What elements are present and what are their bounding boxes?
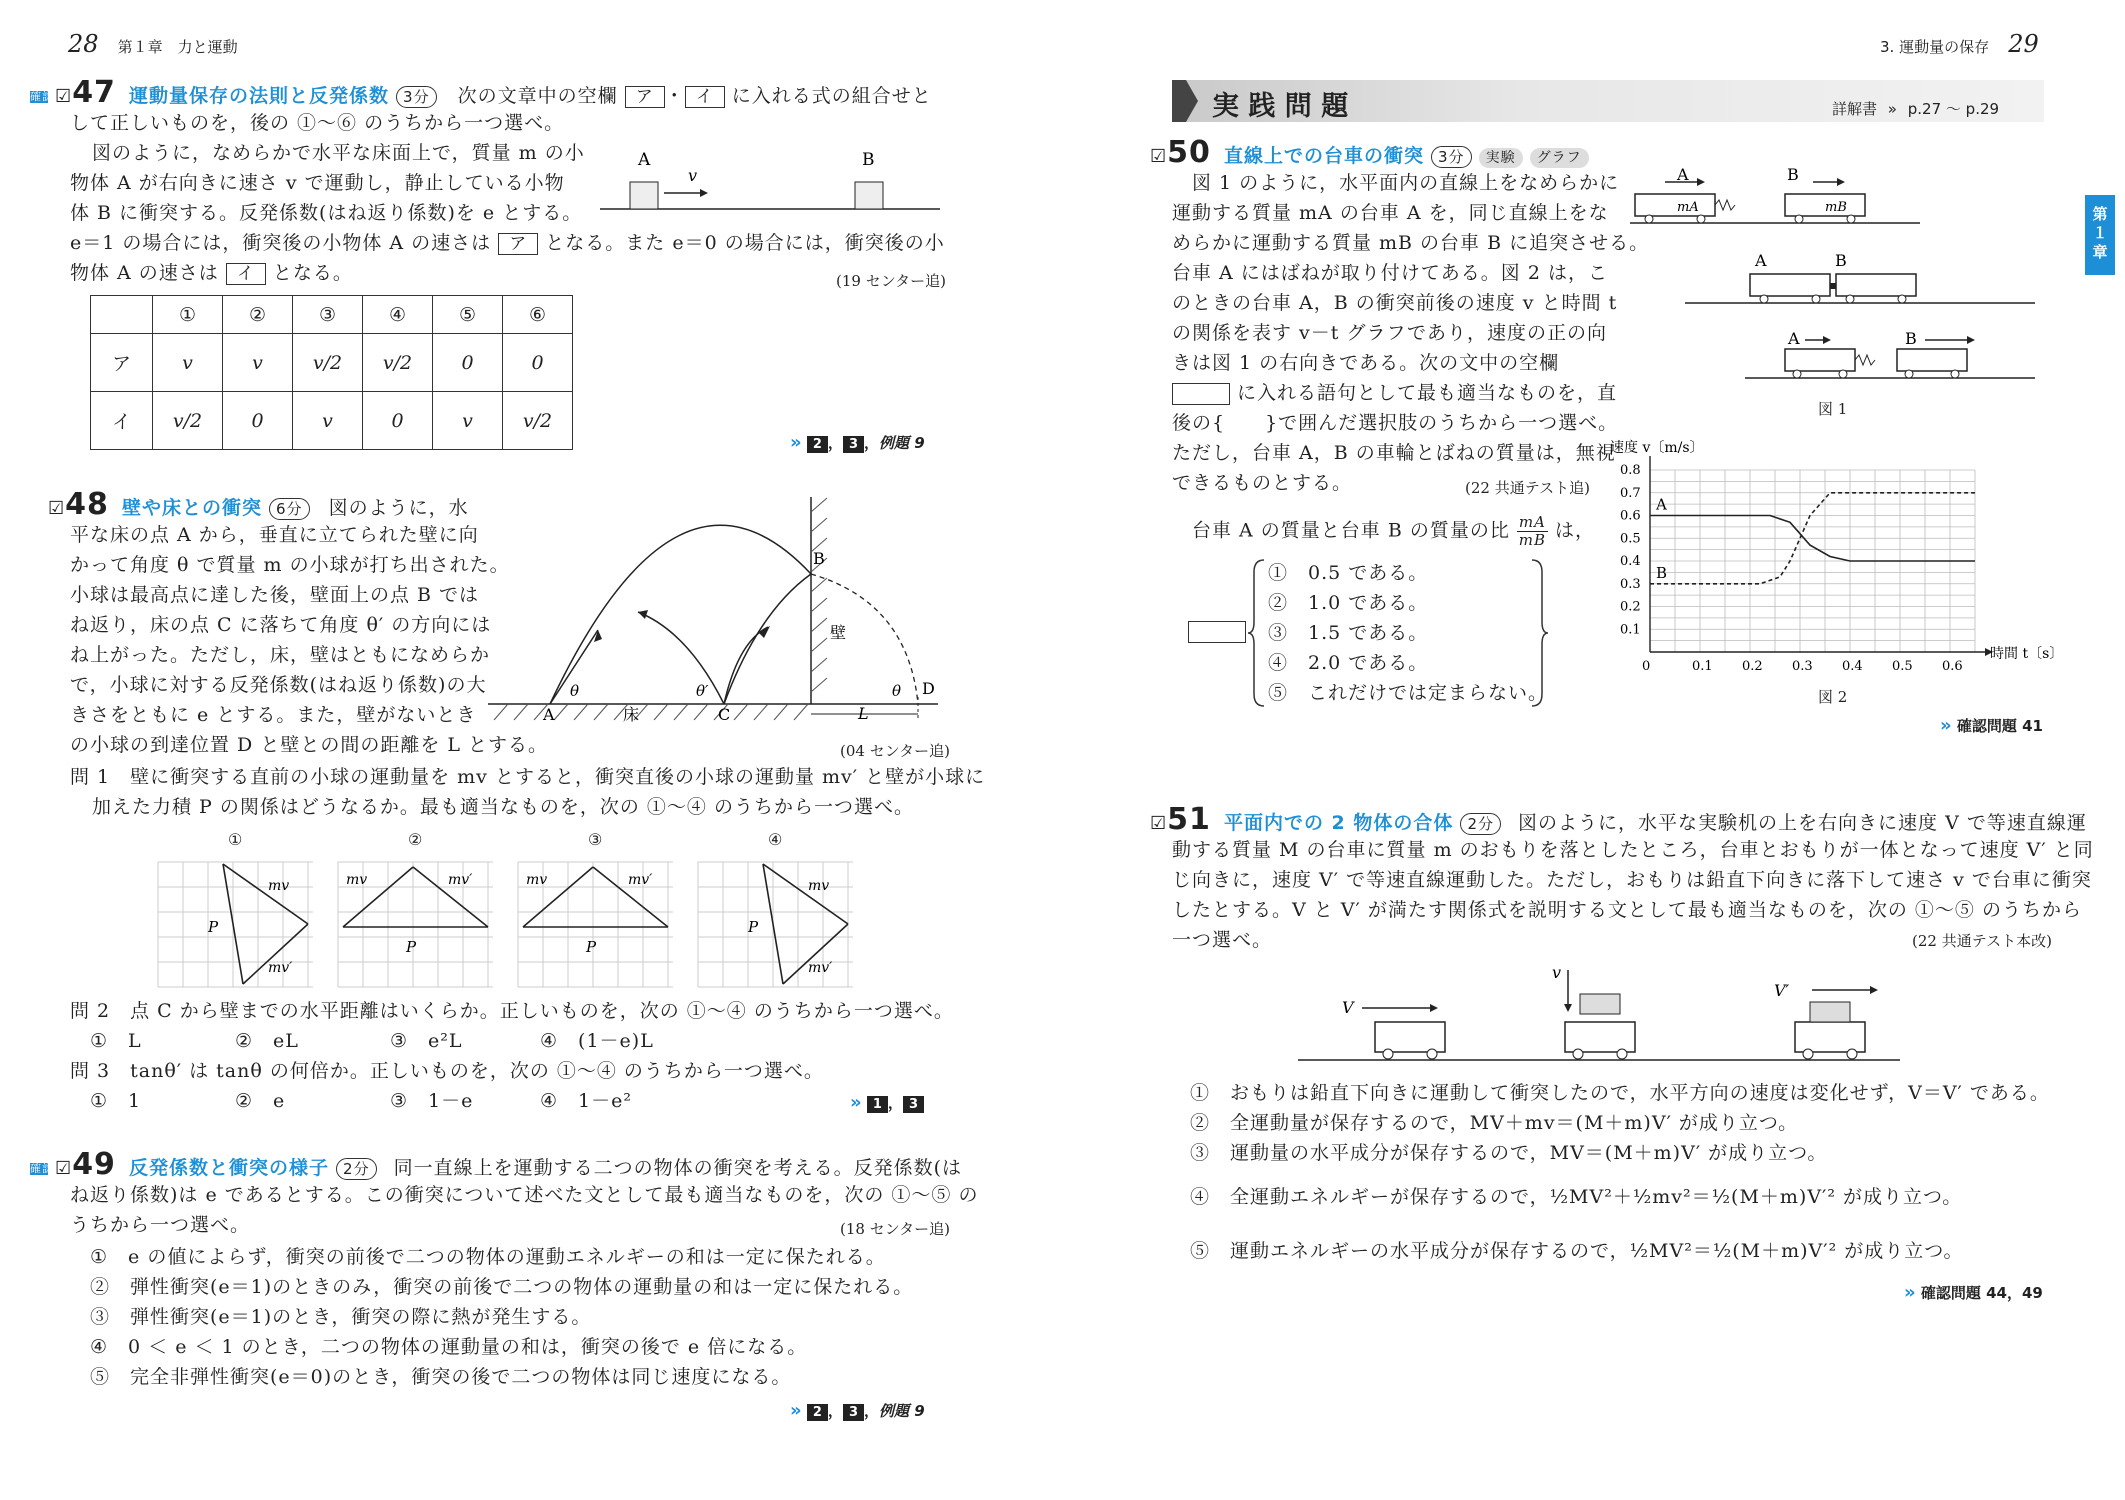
right-page-header (1880, 30, 2039, 58)
source-note: (04 センター追) (840, 742, 950, 760)
choice[interactable]: ⑤ 完全非弾性衝突(e＝0)のとき，衝突の後で二つの物体は同じ速度になる。 (90, 1366, 792, 1388)
problem-47-line (70, 228, 945, 259)
table-cell: v/2 (293, 334, 363, 392)
text: は， (1555, 519, 1596, 542)
figure-1-caption: 図 1 (1818, 400, 1848, 418)
choice-label: ② (408, 830, 423, 849)
text: となる。また e＝0 の場合には，衝突後の小 (545, 232, 945, 254)
x-tick-label: 0.4 (1842, 659, 1863, 674)
chevron-right-icon: » (850, 1092, 862, 1113)
problem-title: 反発係数と衝突の様子 (128, 1157, 329, 1179)
vec-label: mv′ (268, 960, 293, 976)
answer-table (90, 295, 573, 450)
label-wall: 壁 (830, 623, 847, 642)
spring-icon (1715, 200, 1735, 210)
arrow-head-icon (1870, 986, 1878, 994)
ref-block: 2 (807, 436, 828, 453)
x-tick-label: 0 (1642, 659, 1651, 674)
cart-a (1635, 194, 1715, 216)
arrow-head-icon (700, 189, 708, 197)
detail-pages: p.27 ～ p.29 (1907, 100, 2000, 118)
blank-a: ア (498, 233, 538, 255)
cart (1375, 1022, 1445, 1052)
choice[interactable]: ① おもりは鉛直下向きに運動して衝突したので，水平方向の速度は変化せず，V＝V′ である。 (1190, 1082, 2050, 1104)
table-header: ① (153, 296, 223, 334)
left-page-header (68, 30, 238, 58)
cart (1565, 1022, 1635, 1052)
choice[interactable]: ① e の値によらず，衝突の前後で二つの物体の運動エネルギーの和は一定に保たれる。 (90, 1246, 886, 1268)
time-badge: 2分 (336, 1158, 377, 1180)
numerator: mA (1518, 513, 1546, 531)
vec-label: P (208, 918, 219, 936)
detail-label: 詳解書 (1832, 100, 1878, 118)
choice[interactable]: ① L (90, 1030, 142, 1052)
problem-50-line (1172, 378, 1617, 409)
review-badge: 確認 (30, 1162, 54, 1175)
problem-51-line: じ向きに，速度 V′ で等速直線運動した。ただし，おもりは鉛直下向きに落下して速さ v で台車に衝突 (1172, 869, 2092, 891)
choice[interactable]: ③ 1.5 である。 (1268, 622, 1429, 644)
question-2: 問 2 点 C から壁までの水平距離はいくらか。正しいものを，次の ①～④ のうちから一つ選べ。 (70, 1000, 954, 1022)
problem-48-line: 平な床の点 A から，垂直に立てられた壁に向 (70, 524, 479, 546)
table-cell: 0 (433, 334, 503, 392)
label-d: D (922, 679, 935, 698)
reference-link[interactable]: » 1 ， 3 (850, 1092, 924, 1113)
x-tick-label: 0.3 (1792, 659, 1813, 674)
ref-block: 3 (843, 436, 864, 453)
choice-label: ④ (768, 830, 783, 849)
brace-icon (1248, 558, 1268, 708)
label-b: B (1787, 165, 1799, 184)
problem-47-line: して正しいものを，後の ①～⑥ のうちから一つ選べ。 (70, 112, 565, 134)
chapter-side-tab[interactable] (2085, 195, 2115, 275)
choice[interactable]: ④ 全運動エネルギーが保存するので，½MV²＋½mv²＝½(M＋m)V′² が成り立つ。 (1190, 1186, 1963, 1208)
blank-a: ア (625, 86, 665, 108)
label-b: B (1835, 251, 1847, 270)
reference-link[interactable] (1940, 715, 2043, 736)
problem-50-line: できるものとする。 (1172, 472, 1353, 494)
label-mb: mB (1825, 200, 1847, 215)
problem-47-line: 図のように，なめらかで水平な床面上で，質量 m の小 (92, 142, 585, 164)
vec-label: mv′ (448, 872, 473, 888)
mass-ratio (1517, 514, 1548, 549)
text: e＝1 の場合には，衝突後の小物体 A の速さは (70, 232, 492, 254)
choice[interactable]: ④ 1－e² (540, 1090, 632, 1112)
ref-text: 確認問題 41 (1956, 717, 2043, 735)
text: に入れる語句として最も適当なものを，直 (1237, 382, 1618, 404)
checkbox-icon[interactable]: ☑ (1150, 146, 1168, 167)
problem-title: 平面内での 2 物体の合体 (1223, 812, 1454, 834)
problem-47-line: 体 B に衝突する。反発係数(はね返り係数)を e とする。 (70, 202, 583, 224)
blank-box[interactable] (1172, 383, 1230, 405)
arrow-head-icon (1967, 336, 1975, 344)
wheel-icon (1697, 215, 1705, 223)
choice[interactable]: ③ e²L (390, 1030, 463, 1052)
weight-block (1810, 1002, 1850, 1022)
vec-label: mv (526, 872, 548, 888)
problem-number: 49 (72, 1147, 116, 1182)
table-header: ③ (293, 296, 363, 334)
problem-50-line: 後の{ }で囲んだ選択肢のうちから一つ選べ。 (1172, 412, 1619, 434)
problem-50-line: のときの台車 A，B の衝突前後の速度 v と時間 t (1172, 292, 1618, 314)
table-cell: v (293, 392, 363, 450)
label-floor: 床 (623, 705, 640, 724)
table-cell: v (223, 334, 293, 392)
tag-experiment: 実験 (1479, 148, 1523, 168)
wheel-icon (1847, 215, 1855, 223)
arrow-head-icon (1430, 1004, 1438, 1012)
label-a: A (1755, 251, 1767, 270)
denominator: mB (1518, 531, 1547, 549)
arrow-head-icon (594, 630, 602, 642)
y-axis-label: 速度 v〔m/s〕 (1610, 440, 1704, 456)
text: 同一直線上を運動する二つの物体の衝突を考える。反発係数(は (393, 1157, 963, 1179)
problem-50-line: ただし，台車 A，B の車輪とばねの質量は，無視 (1172, 442, 1616, 464)
cart-b (1836, 274, 1916, 296)
choice[interactable]: ④ 2.0 である。 (1268, 652, 1429, 674)
time-badge: 3分 (396, 86, 437, 108)
choice[interactable]: ② 全運動量が保存するので，MV＋mv＝(M＋m)V′ が成り立つ。 (1190, 1112, 1799, 1134)
choice[interactable]: ② eL (235, 1030, 299, 1052)
vector-diagram-4 (698, 862, 853, 990)
page-number: 28 (68, 30, 99, 58)
problem-51-line: したとする。V と V′ が満たす関係式を説明する文として最も適当なものを，次の ①～⑤ のうちから (1172, 899, 2082, 921)
table-cell: 0 (223, 392, 293, 450)
table-header: ⑤ (433, 296, 503, 334)
y-tick-label: 0.5 (1620, 531, 1641, 547)
label-a: A (1788, 329, 1800, 348)
problem-49-line: ね返り係数)は e であるとする。この衝突について述べた文として最も適当なものを，次の ①～⑤ の (70, 1184, 979, 1206)
problem-50-line: の関係を表す v－t グラフであり，速度の正の向 (1172, 322, 1608, 344)
problem-48-line: の小球の到達位置 D と壁との間の距離を L とする。 (70, 734, 549, 756)
problem-49-line: うちから一つ選べ。 (70, 1214, 251, 1236)
question-2-choices (90, 1026, 654, 1057)
chevron-right-icon: » (790, 1400, 802, 1421)
table-cell: v/2 (153, 392, 223, 450)
label-v-big: V (1342, 998, 1354, 1017)
table-corner (91, 296, 153, 334)
table-cell: v/2 (503, 392, 573, 450)
rebound-arrow (724, 627, 768, 704)
series-label-a: A (1656, 495, 1667, 514)
table-row (91, 334, 573, 392)
banner-title: 実 践 問 題 (1212, 91, 1349, 122)
problem-title: 運動量保存の法則と反発係数 (128, 85, 389, 107)
label-v-prime: V′ (1774, 981, 1790, 1000)
label-l: L (858, 704, 869, 723)
problem-47-figure (600, 145, 945, 215)
ref-block: 2 (807, 1404, 828, 1421)
label-theta: θ (892, 682, 902, 700)
text: に入れる式の組合せと (731, 85, 932, 107)
label-ma: mA (1677, 200, 1699, 215)
choice[interactable]: ① 0.5 である。 (1268, 562, 1429, 584)
figure-1-carts (1625, 165, 2045, 398)
problem-48-figure (488, 492, 948, 732)
ref-block: 3 (843, 1404, 864, 1421)
trajectory-dashed (811, 574, 918, 704)
table-cell: 0 (363, 392, 433, 450)
choice[interactable]: ⑤ 運動エネルギーの水平成分が保存するので，½MV²＝½(M＋m)V′² が成り立つ。 (1190, 1240, 1964, 1262)
bounce-arrow (638, 612, 724, 704)
vt-graph (1610, 440, 2064, 690)
table-header: ② (223, 296, 293, 334)
problem-51-figure (1290, 960, 1910, 1070)
practice-banner (1172, 80, 2044, 122)
text: 物体 A の速さは (70, 262, 219, 284)
checkbox-icon[interactable]: ☑ (55, 1158, 73, 1179)
problem-48-line: 小球は最高点に達した後，壁面上の点 B では (70, 584, 480, 606)
x-tick-label: 0.6 (1942, 659, 1963, 674)
label-a: A (1677, 165, 1689, 184)
text: 次の文章中の空欄 (457, 85, 618, 107)
problem-number: 47 (72, 75, 116, 110)
ref-text: 確認問題 44，49 (1920, 1284, 2043, 1302)
cart-b (1897, 349, 1967, 371)
source-note: (18 センター追) (840, 1220, 950, 1238)
problem-48-line: かって角度 θ で質量 m の小球が打ち出された。 (70, 554, 510, 576)
problem-50-line: めらかに運動する質量 mB の台車 B に追突させる。 (1172, 232, 1650, 254)
x-tick-label: 0.2 (1742, 659, 1763, 674)
time-badge: 2分 (1460, 813, 1501, 835)
problem-title: 壁や床との衝突 (121, 497, 262, 519)
chevron-right-icon: » (1940, 715, 1952, 736)
banner-arrow-icon (1172, 80, 1198, 122)
floor-hatching (494, 704, 808, 720)
label-v: v (688, 166, 698, 185)
text: 台車 A の質量と台車 B の質量の比 (1192, 519, 1510, 542)
table-header: ④ (363, 296, 433, 334)
choice[interactable]: ④ 0 ＜ e ＜ 1 のとき，二つの物体の運動量の和は，衝突の後で e 倍になる。 (90, 1336, 808, 1358)
wall-hatching (811, 498, 827, 692)
reference-link[interactable]: » 2 ， 3 ，例題 9 (790, 432, 925, 453)
ratio-statement (1192, 514, 1595, 549)
arrow-head-icon (1837, 178, 1845, 186)
problem-47-line (70, 258, 353, 289)
problem-48-line: ね上がった。ただし，床，壁はともになめらか (70, 644, 491, 666)
ref-block: 3 (903, 1096, 924, 1113)
blank-b: イ (685, 86, 725, 108)
detail-link[interactable] (1832, 98, 1999, 119)
spring-icon (1855, 355, 1875, 365)
choice[interactable]: ③ 弾性衝突(e＝1)のとき，衝突の際に熱が発生する。 (90, 1306, 592, 1328)
ref-text: 例題 9 (879, 1402, 925, 1420)
block-a (630, 182, 658, 209)
arrow-head-icon (758, 626, 770, 638)
choice-label: ① (228, 830, 243, 849)
problem-title: 直線上での台車の衝突 (1223, 145, 1424, 167)
time-badge: 6分 (269, 498, 310, 520)
y-tick-label: 0.8 (1620, 463, 1641, 478)
answer-blank[interactable] (1188, 621, 1246, 643)
question-1-cont: 加えた力積 P の関係はどうなるか。最も適当なものを，次の ①～④ のうちから一つ選べ。 (92, 796, 914, 818)
reference-link[interactable] (1904, 1282, 2043, 1303)
source-note: (19 センター追) (836, 272, 946, 290)
choice[interactable]: ③ 運動量の水平成分が保存するので，MV＝(M＋m)V′ が成り立つ。 (1190, 1142, 1828, 1164)
problem-50-line: 図 1 のように，水平面内の直線上をなめらかに (1192, 172, 1620, 194)
text: 図のように，水平な実験机の上を右向きに速度 V で等速直線運 (1518, 812, 2087, 834)
spring-compressed (1830, 283, 1836, 289)
checkbox-icon[interactable]: ☑ (55, 86, 73, 107)
chapter-title: 第１章 力と運動 (117, 38, 238, 56)
table-row (91, 392, 573, 450)
review-badge: 確認 (30, 90, 54, 103)
vec-label: P (406, 938, 417, 956)
label-b: B (862, 150, 875, 170)
question-3: 問 3 tanθ′ は tanθ の何倍か。正しいものを，次の ①～④ のうちから一つ選べ。 (70, 1060, 824, 1082)
y-tick-label: 0.1 (1620, 622, 1641, 638)
ref-text: 例題 9 (879, 434, 925, 452)
question-1: 問 1 壁に衝突する直前の小球の運動量を mv とすると，衝突直後の小球の運動量 mv′ と壁が小球に (70, 766, 986, 788)
question-3-choices (90, 1086, 632, 1117)
label-b: B (1905, 329, 1917, 348)
tab-char: １ (2092, 224, 2108, 242)
trajectory-path (550, 525, 811, 704)
label-b: B (813, 549, 825, 568)
table-cell: v (153, 334, 223, 392)
ref-block: 1 (867, 1096, 888, 1113)
choice[interactable]: ① 1 (90, 1090, 142, 1112)
choice[interactable]: ④ (1－e)L (540, 1030, 654, 1052)
wheel-icon (1795, 215, 1803, 223)
vector-diagram-3 (518, 862, 673, 990)
text: となる。 (272, 262, 353, 284)
table-cell: v (433, 392, 503, 450)
chevron-right-icon: » (1904, 1282, 1916, 1303)
problem-47-line: 物体 A が右向きに速さ v で運動し，静止している小物 (70, 172, 565, 194)
label-theta: θ (570, 682, 580, 700)
cart (1795, 1022, 1865, 1052)
y-tick-label: 0.2 (1620, 599, 1641, 615)
figure-2-caption: 図 2 (1818, 688, 1848, 706)
choice[interactable]: ② 1.0 である。 (1268, 592, 1429, 614)
x-tick-label: 0.5 (1892, 659, 1913, 674)
x-tick-label: 0.1 (1692, 659, 1713, 674)
y-tick-label: 0.4 (1620, 554, 1641, 569)
chevron-right-icon: » (1887, 100, 1897, 118)
reference-link[interactable]: » 2 ， 3 ，例題 9 (790, 1400, 925, 1421)
checkbox-icon[interactable]: ☑ (48, 498, 66, 519)
vec-label: mv (346, 872, 368, 888)
x-axis-label: 時間 t〔s〕 (1990, 646, 2064, 662)
vec-label: P (748, 918, 759, 936)
page-number: 29 (2008, 30, 2039, 58)
vector-diagram-2 (338, 862, 493, 990)
section-title: 3. 運動量の保存 (1880, 38, 1990, 56)
wheel-icon (1645, 215, 1653, 223)
rebound-path (724, 574, 811, 704)
source-note: (22 共通テスト追) (1465, 479, 1590, 497)
problem-48-line: で，小球に対する反発係数(はね返り係数)の大 (70, 674, 487, 696)
tab-char: 第 (2092, 205, 2108, 223)
tag-graph: グラフ (1530, 148, 1589, 168)
table-header: ⑥ (503, 296, 573, 334)
source-note: (22 共通テスト本改) (1912, 932, 2052, 950)
weight-block (1580, 994, 1620, 1014)
text: ・ (664, 85, 685, 107)
problem-50-line: 運動する質量 mA の台車 A を，同じ直線上をな (1172, 202, 1609, 224)
choice-label: ③ (588, 830, 603, 849)
text: 図のように，水 (328, 497, 469, 519)
y-tick-label: 0.3 (1620, 576, 1641, 592)
choice[interactable]: ⑤ これだけでは定まらない。 (1268, 682, 1549, 704)
choice[interactable]: ③ 1－e (390, 1090, 474, 1112)
problem-51-line: 一つ選べ。 (1172, 929, 1273, 951)
row-label: イ (91, 392, 153, 450)
label-c: C (718, 705, 731, 724)
label-v-small: v (1552, 963, 1562, 982)
blank-b: イ (226, 263, 266, 285)
chevron-right-icon: » (790, 432, 802, 453)
vec-label: mv′ (628, 872, 653, 888)
vec-label: mv (808, 878, 830, 894)
arrow-head-icon (1697, 178, 1705, 186)
choice[interactable]: ② e (235, 1090, 286, 1112)
problem-number: 51 (1167, 802, 1211, 837)
label-a: A (638, 150, 651, 170)
row-label: ア (91, 334, 153, 392)
table-cell: 0 (503, 334, 573, 392)
table-cell: v/2 (363, 334, 433, 392)
vec-label: mv (268, 878, 290, 894)
tab-char: 章 (2092, 243, 2108, 261)
label-a: A (543, 705, 555, 724)
arrow-head-icon (638, 610, 648, 619)
choice[interactable]: ② 弾性衝突(e＝1)のときのみ，衝突の前後で二つの物体の運動量の和は一定に保たれる。 (90, 1276, 914, 1298)
vec-label: P (586, 938, 597, 956)
label-theta-prime: θ′ (696, 682, 709, 700)
checkbox-icon[interactable]: ☑ (1150, 813, 1168, 834)
problem-50-line: 台車 A にはばねが取り付けてある。図 2 は，こ (1172, 262, 1608, 284)
arrow-head-icon (1823, 336, 1831, 344)
problem-51-line: 動する質量 M の台車に質量 m のおもりを落としたところ，台車とおもりが一体となって速度 V′ と同 (1172, 839, 2094, 861)
block-b (855, 182, 883, 209)
series-label-b: B (1656, 563, 1668, 582)
problem-number: 48 (65, 487, 109, 522)
y-tick-label: 0.6 (1620, 508, 1641, 524)
cart-a (1785, 349, 1855, 371)
cart-a (1750, 274, 1830, 296)
vec-label: mv′ (808, 960, 833, 976)
y-tick-label: 0.7 (1620, 485, 1641, 501)
arrow-head-icon (1564, 1004, 1572, 1012)
problem-number: 50 (1167, 135, 1211, 170)
problem-50-line: きは図 1 の右向きである。次の文中の空欄 (1172, 352, 1560, 374)
problem-48-line: ね返り，床の点 C に落ちて角度 θ′ の方向には (70, 614, 492, 636)
vector-diagram-1 (158, 862, 313, 990)
time-badge: 3分 (1431, 146, 1472, 168)
problem-48-line: きさをともに e とする。また，壁がないとき (70, 704, 477, 726)
